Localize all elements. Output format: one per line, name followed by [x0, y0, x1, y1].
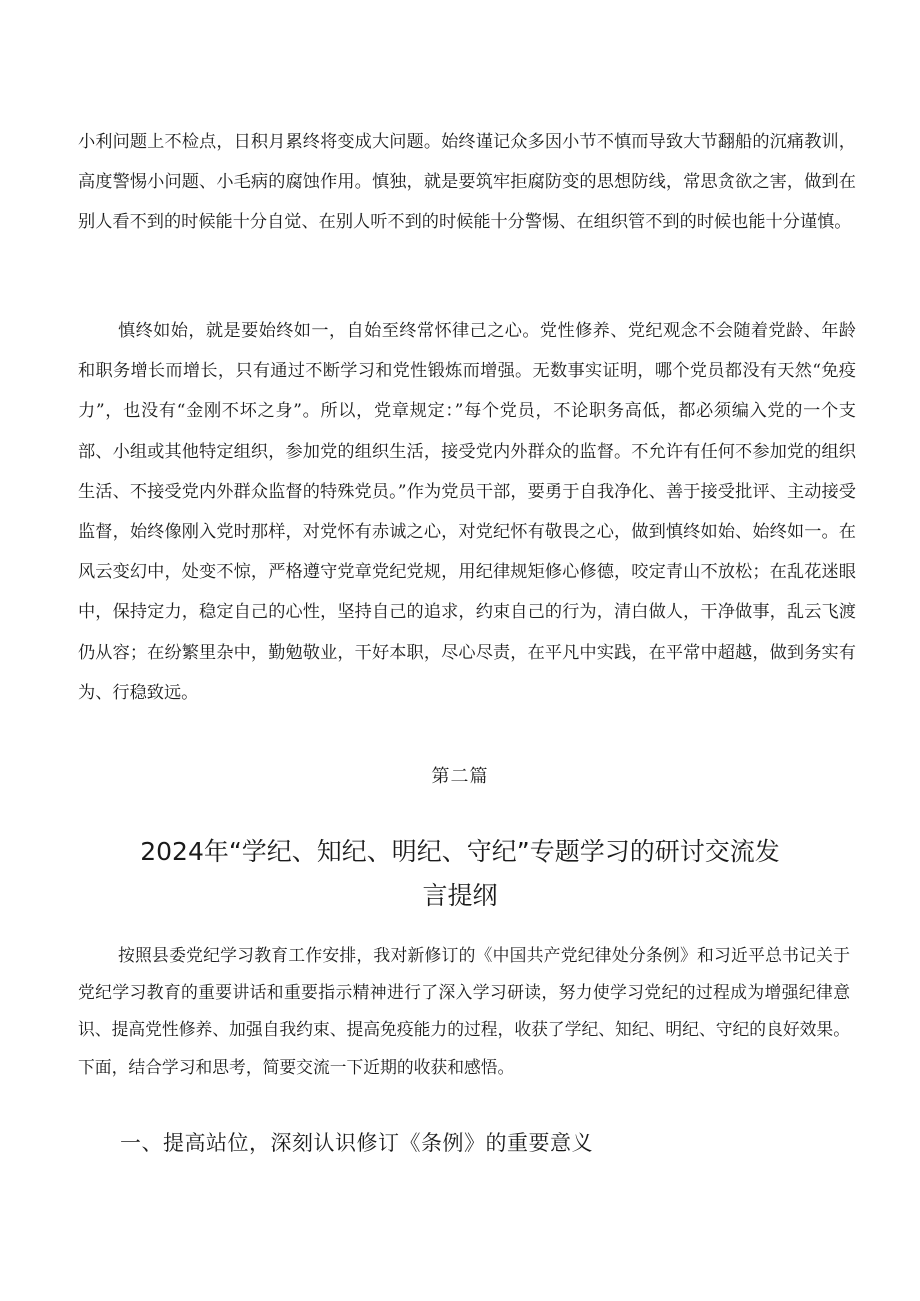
section-heading-1: 一、提高站位，深刻认识修订《条例》的重要意义: [120, 1131, 593, 1155]
paragraph-continuation: 小利问题上不检点，日积月累终将变成大问题。始终谨记众多因小节不慎而导致大节翻船的沉痛教训，高度警惕小问题、小毛病的腐蚀作用。慎独，就是要筑牢拒腐防变的思想防线，常思贪欲之害，做到在别人看不到的时候能十分自觉、在别人听不到的时候能十分警惕、在组织管不到的时候也能十分谨慎。: [78, 132, 856, 233]
section-label: 第二篇: [431, 766, 489, 787]
paragraph-intro: 按照县委党纪学习教育工作安排，我对新修订的《中国共产党纪律处分条例》和习近平总书记关于党纪学习教育的重要讲话和重要指示精神进行了深入学习研读，努力使学习党纪的过程成为增强纪律意识、提高党性修养、加强自我约束、提高免疫能力的过程，收获了学纪、知纪、明纪、守纪的良好效果。下面，结合学习和思考，简要交流一下近期的收获和感悟。: [78, 945, 850, 1077]
paragraph-shen-zhong-ru-shi: 慎终如始，就是要始终如一，自始至终常怀律己之心。党性修养、党纪观念不会随着党龄、年龄和职务增长而增长，只有通过不断学习和党性锻炼而增强。无数事实证明，哪个党员都没有天然“免疫力”，也没有“金刚不坏之身”。所以，党章规定：”每个党员，不论职务高低，都必须编入党的一个支部、小组或其他特定组织，参加党的组织生活，接受党内外群众的监督。不允许有任何不参加党的组织生活、不接受党内外群众监督的特殊党员。”作为党员干部，要勇于自我净化、善于接受批评、主动接受监督，始终像刚入党时那样，对党怀有赤诚之心，对党纪怀有敬畏之心，做到慎终如始、始终如一。在风云变幻中，处变不惊，严格遵守党章党纪党规，用纪律规矩修心修德，咬定青山不放松；在乱花迷眼中，保持定力，稳定自己的心性，坚持自己的追求，约束自己的行为，清白做人，干净做事，乱云飞渡仍从容；在纷繁里杂中，勤勉敬业，干好本职，尽心尽责，在平凡中实践，在平常中超越，做到务实有为、行稳致远。: [78, 321, 856, 703]
title-line-2: 言提纲: [422, 881, 498, 910]
title-line-1: 2024年“学纪、知纪、明纪、守纪”专题学习的研讨交流发: [140, 837, 780, 866]
document-title: [130, 830, 790, 918]
